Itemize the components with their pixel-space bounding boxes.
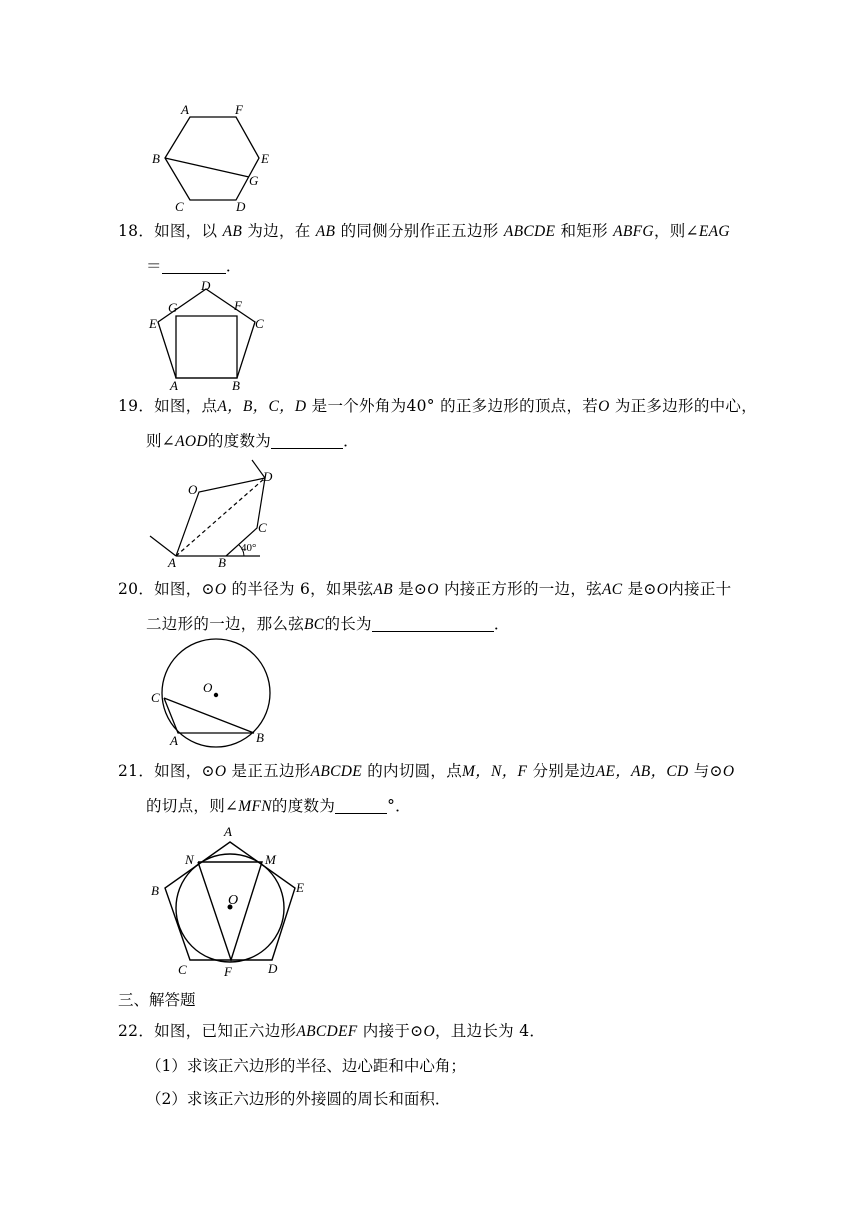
- question-21: 21．如图，⊙O 是正五边形ABCDE 的内切圆，点M，N，F 分别是边AE，AB，CD 与⊙O 的切点，则∠MFN的度数为 °．: [118, 762, 735, 815]
- fig19-label-o: O: [188, 482, 198, 497]
- figure-18-pentagon-rectangle: [148, 280, 278, 392]
- fig21-label-d: D: [268, 961, 278, 976]
- fig21-label-a: A: [224, 824, 232, 839]
- figure-17-hexagon: [148, 100, 278, 215]
- question-20: 20．如图，⊙O 的半径为 6，如果弦AB 是⊙O 内接正方形的一边，弦AC 是⊙O内接正十 二边形的一边，那么弦BC的长为 ．: [118, 580, 732, 633]
- answer-blank-21[interactable]: [335, 797, 387, 814]
- fig17-label-a: A: [181, 102, 189, 117]
- fig17-label-c: C: [175, 199, 184, 214]
- fig20-label-o: O: [203, 680, 213, 695]
- fig20-label-a: A: [170, 733, 178, 748]
- fig19-label-d: D: [263, 469, 273, 484]
- question-22-part-2: （2）求该正六边形的外接圆的周长和面积．: [146, 1090, 451, 1108]
- fig19-label-b: B: [218, 555, 226, 570]
- question-22: 22．如图，已知正六边形ABCDEF 内接于⊙O，且边长为 4．: [118, 1022, 546, 1040]
- fig17-label-b: B: [152, 151, 160, 166]
- fig17-label-g: G: [249, 173, 259, 188]
- fig17-label-f: F: [235, 102, 243, 117]
- fig17-label-d: D: [236, 199, 246, 214]
- fig18-label-b: B: [232, 378, 240, 393]
- answer-blank-19[interactable]: [271, 432, 343, 449]
- fig21-label-e: E: [296, 880, 304, 895]
- fig19-label-c: C: [258, 520, 267, 535]
- question-18: 18．如图，以 AB 为边，在 AB 的同侧分别作正五边形 ABCDE 和矩形 ABFG，则∠EAG ＝ ．: [118, 222, 730, 275]
- fig20-label-b: B: [256, 730, 264, 745]
- fig17-label-e: E: [261, 151, 269, 166]
- fig19-angle-label: 40°: [241, 542, 257, 554]
- figure-20-circle: [148, 636, 278, 750]
- fig21-label-o: O: [228, 893, 239, 908]
- fig18-label-f: F: [234, 298, 242, 313]
- question-22-part-1: （1）求该正六边形的半径、边心距和中心角；: [146, 1057, 466, 1075]
- fig21-label-m: M: [265, 852, 276, 867]
- fig21-label-n: N: [185, 852, 194, 867]
- fig21-label-f: F: [224, 964, 232, 979]
- fig21-label-b: B: [151, 883, 159, 898]
- question-19: 19．如图，点A，B，C，D 是一个外角为40° 的正多边形的顶点，若O 为正多边形的中心， 则∠AOD的度数为 ．: [118, 397, 758, 450]
- figure-21-pentagon-incircle: [148, 820, 318, 978]
- fig19-label-a: A: [168, 555, 176, 570]
- fig20-label-c: C: [151, 690, 160, 705]
- fig18-label-e: E: [149, 316, 157, 331]
- figure-19-polygon: [148, 456, 288, 568]
- answer-blank-18[interactable]: [162, 257, 226, 274]
- fig18-label-a: A: [170, 378, 178, 393]
- fig18-label-d: D: [201, 278, 211, 293]
- answer-blank-20[interactable]: [372, 615, 494, 632]
- section-heading: 三、解答题: [118, 991, 196, 1009]
- fig18-label-c: C: [255, 316, 264, 331]
- fig21-label-c: C: [178, 962, 187, 977]
- fig18-label-g: G: [168, 300, 178, 315]
